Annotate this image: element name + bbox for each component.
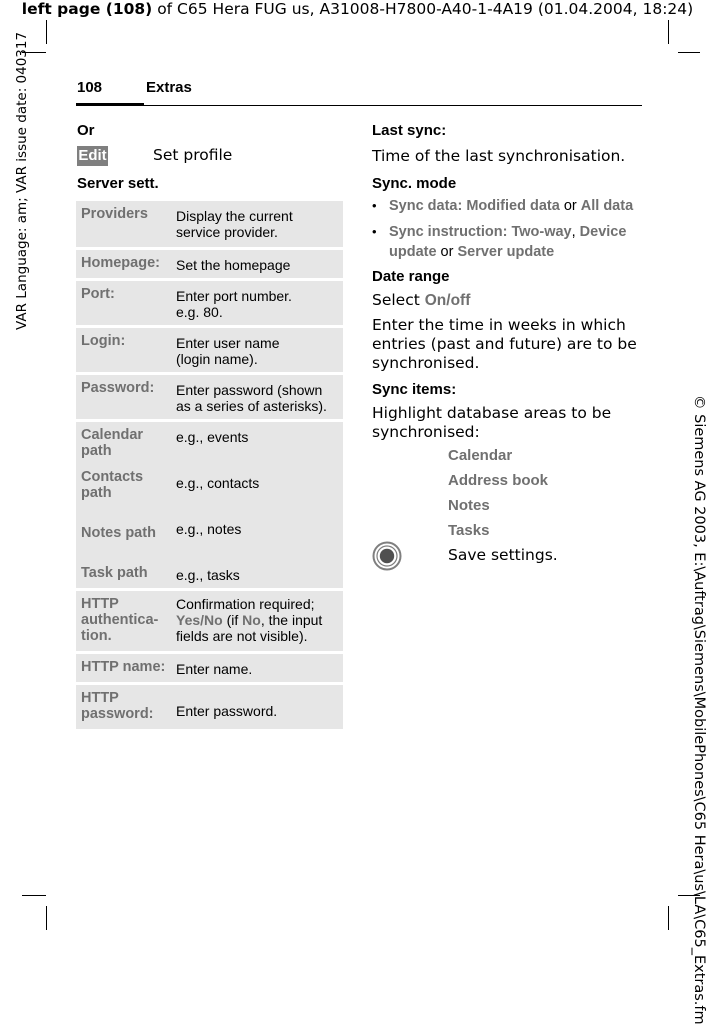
navigation-key-icon bbox=[372, 541, 402, 571]
bullet-icon: • bbox=[372, 224, 377, 239]
table-value-line: Enter port number. bbox=[176, 288, 292, 304]
table-value-group bbox=[171, 422, 343, 588]
table-value: e.g., notes bbox=[176, 521, 242, 537]
table-value bbox=[171, 591, 343, 651]
crop-mark bbox=[22, 895, 46, 896]
sync-item-address-book[interactable]: Address book bbox=[448, 472, 549, 489]
table-key: Task path bbox=[81, 565, 148, 581]
table-value: e.g., events bbox=[176, 429, 249, 445]
sync-item-calendar[interactable]: Calendar bbox=[448, 447, 513, 464]
or-label: Or bbox=[77, 122, 95, 139]
select-text: Select bbox=[372, 291, 425, 309]
table-value: Set the homepage bbox=[171, 250, 343, 278]
last-sync-text: Time of the last synchronisation. bbox=[372, 147, 626, 165]
crop-mark bbox=[678, 52, 700, 53]
edit-softkey[interactable]: Edit bbox=[78, 147, 107, 164]
save-settings-text: Save settings. bbox=[448, 546, 558, 564]
crop-mark bbox=[46, 20, 47, 44]
table-key: Homepage: bbox=[76, 250, 171, 278]
page-title: Extras bbox=[146, 79, 192, 96]
table-key: Calendar path bbox=[81, 427, 144, 459]
date-range-select bbox=[372, 291, 470, 310]
table-row bbox=[76, 375, 343, 419]
table-value-text: (if bbox=[222, 612, 243, 628]
table-key-group bbox=[76, 422, 171, 588]
option-text: or bbox=[559, 198, 581, 214]
table-row bbox=[76, 281, 343, 325]
table-value: Enter password. bbox=[171, 685, 343, 729]
table-row bbox=[76, 328, 343, 372]
option-text-block bbox=[389, 222, 629, 262]
crop-mark bbox=[668, 20, 669, 44]
table-value: Enter password (shown as a series of asterisks). bbox=[171, 375, 343, 419]
table-key: HTTP name: bbox=[76, 654, 171, 682]
table-key: Password: bbox=[76, 375, 171, 419]
table-key: Port: bbox=[76, 281, 171, 325]
side-info-left-text: VAR Language: am; VAR issue date: 040317 bbox=[14, 31, 30, 330]
table-row bbox=[76, 201, 343, 247]
crop-mark bbox=[46, 906, 47, 930]
side-info-right bbox=[685, 395, 707, 1025]
option-text: Sync data: Modified data bbox=[389, 198, 560, 214]
server-settings-table bbox=[76, 198, 343, 732]
option-text: Device update bbox=[389, 224, 627, 260]
table-value: Enter name. bbox=[171, 654, 343, 682]
side-info-right-text: © Siemens AG 2003, E:\Auftrag\Siemens\MobilePhones\C65 Hera\us\LA\C65_Extras.fm bbox=[691, 395, 707, 1025]
yes-no-option: Yes/No bbox=[176, 612, 223, 628]
sync-mode-label: Sync. mode bbox=[372, 175, 457, 192]
table-value bbox=[171, 281, 343, 325]
table-key: HTTP password: bbox=[76, 685, 171, 729]
print-header bbox=[0, 0, 715, 18]
table-key: Notes path bbox=[81, 525, 156, 541]
table-value: Display the current service provider. bbox=[171, 201, 343, 247]
crop-mark bbox=[668, 906, 669, 930]
table-key: HTTP authentica-tion. bbox=[76, 591, 171, 651]
page-number: 108 bbox=[77, 79, 103, 96]
side-info-left bbox=[14, 30, 32, 330]
sync-item-notes[interactable]: Notes bbox=[448, 497, 490, 514]
table-row bbox=[76, 685, 343, 729]
table-row bbox=[76, 591, 343, 651]
bullet-icon: • bbox=[372, 198, 377, 213]
option-text: or bbox=[436, 244, 458, 260]
no-option: No bbox=[242, 612, 261, 628]
table-key: Providers bbox=[76, 201, 171, 247]
table-key: Login: bbox=[76, 328, 171, 372]
option-text: Server update bbox=[457, 244, 555, 260]
table-value bbox=[171, 328, 343, 372]
print-header-page: left page (108) bbox=[21, 0, 153, 18]
server-settings-label: Server sett. bbox=[77, 175, 159, 192]
last-sync-label: Last sync: bbox=[372, 122, 447, 139]
table-row bbox=[76, 250, 343, 278]
date-range-text: Enter the time in weeks in which entries (past and future) are to be synchronised. bbox=[372, 316, 637, 372]
print-header-info: of C65 Hera FUG us, A31008-H7800-A40-1-4A19 (01.04.2004, 18:24) bbox=[152, 0, 694, 18]
table-value-line: e.g. 80. bbox=[176, 304, 223, 320]
sync-items-text: Highlight database areas to be synchronised: bbox=[372, 404, 612, 441]
sync-mode-option-2 bbox=[372, 222, 642, 262]
option-text: All data bbox=[580, 198, 634, 214]
header-rule bbox=[76, 105, 642, 106]
on-off-option: On/off bbox=[424, 292, 471, 309]
date-range-label: Date range bbox=[372, 268, 450, 285]
table-value-text: , the input fields are not visible). bbox=[176, 612, 323, 644]
sync-mode-option-1 bbox=[372, 197, 642, 215]
table-value: e.g., tasks bbox=[176, 567, 240, 583]
edit-description: Set profile bbox=[153, 146, 233, 164]
table-value-line: (login name). bbox=[176, 351, 258, 367]
table-value-text: Confirmation required; bbox=[176, 596, 315, 612]
sync-item-tasks[interactable]: Tasks bbox=[448, 522, 490, 539]
table-row bbox=[76, 654, 343, 682]
option-text: Sync instruction: Two-way bbox=[389, 224, 572, 240]
table-value-line: Enter user name bbox=[176, 335, 280, 351]
table-value: e.g., contacts bbox=[176, 475, 260, 491]
option-text: , bbox=[571, 224, 580, 240]
sync-items-label: Sync items: bbox=[372, 381, 457, 398]
table-key: Contacts path bbox=[81, 469, 144, 501]
table-row bbox=[76, 422, 343, 588]
